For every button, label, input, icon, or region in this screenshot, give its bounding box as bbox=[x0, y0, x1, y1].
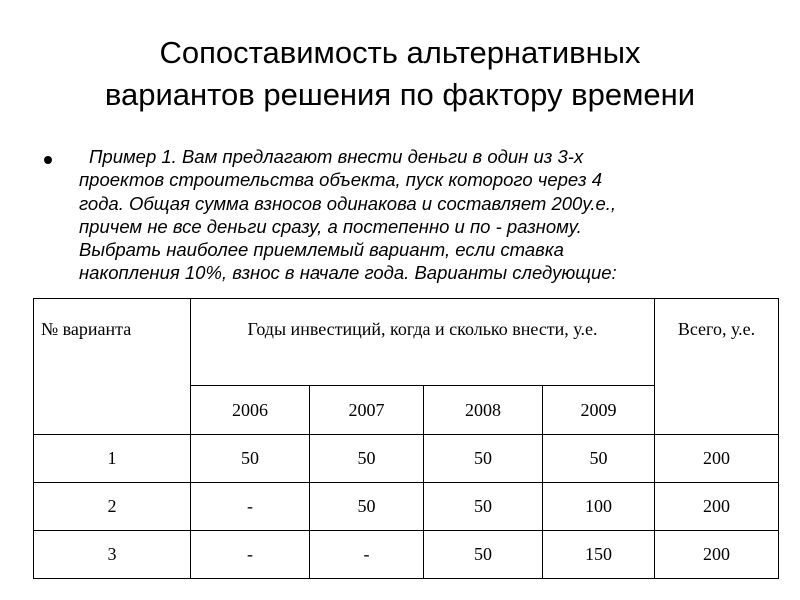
header-variant: № варианта bbox=[34, 299, 191, 435]
year-2008: 2008 bbox=[424, 386, 543, 435]
cell-2008: 50 bbox=[424, 531, 543, 579]
table-header-row bbox=[34, 299, 779, 386]
cell-total: 200 bbox=[655, 531, 779, 579]
cell-2009: 150 bbox=[543, 531, 655, 579]
cell-2006: - bbox=[191, 531, 310, 579]
header-years: Годы инвестиций, когда и сколько внести, у.е. bbox=[191, 299, 655, 386]
bullet-line-3: года. Общая сумма взносов одинакова и составляет 200у.е., bbox=[79, 192, 617, 214]
cell-2009: 100 bbox=[543, 483, 655, 531]
cell-2007: 50 bbox=[310, 483, 424, 531]
cell-2007: 50 bbox=[310, 435, 424, 483]
cell-2009: 50 bbox=[543, 435, 655, 483]
bullet-line-1: Пример 1. Вам предлагают внести деньги в один из 3-х bbox=[89, 146, 584, 167]
cell-total: 200 bbox=[655, 435, 779, 483]
bullet-dot-icon bbox=[44, 156, 52, 164]
slide-title bbox=[40, 32, 760, 116]
cell-2008: 50 bbox=[424, 483, 543, 531]
slide-title-line-1: Сопоставимость альтернативных bbox=[159, 35, 641, 70]
bullet-text bbox=[79, 145, 739, 285]
cell-variant: 3 bbox=[34, 531, 191, 579]
cell-2008: 50 bbox=[424, 435, 543, 483]
table-row bbox=[34, 531, 779, 579]
header-total: Всего, у.е. bbox=[655, 299, 779, 435]
cell-2007: - bbox=[310, 531, 424, 579]
bullet-line-5: Выбрать наиболее приемлемый вариант, если ставка bbox=[79, 239, 564, 261]
cell-total: 200 bbox=[655, 483, 779, 531]
year-2006: 2006 bbox=[191, 386, 310, 435]
slide-title-line-2: вариантов решения по фактору времени bbox=[104, 77, 696, 112]
year-2009: 2009 bbox=[543, 386, 655, 435]
variants-table bbox=[33, 298, 779, 579]
year-2007: 2007 bbox=[310, 386, 424, 435]
table-row bbox=[34, 483, 779, 531]
cell-2006: 50 bbox=[191, 435, 310, 483]
cell-variant: 1 bbox=[34, 435, 191, 483]
bullet-line-6: накопления 10%, взнос в начале года. Варианты следующие: bbox=[79, 262, 617, 284]
bullet-line-2: проектов строительства объекта, пуск которого через 4 bbox=[79, 169, 603, 191]
cell-variant: 2 bbox=[34, 483, 191, 531]
bullet-line-4: причем не все деньги сразу, а постепенно и по - разному. bbox=[79, 215, 582, 237]
table-row bbox=[34, 435, 779, 483]
cell-2006: - bbox=[191, 483, 310, 531]
